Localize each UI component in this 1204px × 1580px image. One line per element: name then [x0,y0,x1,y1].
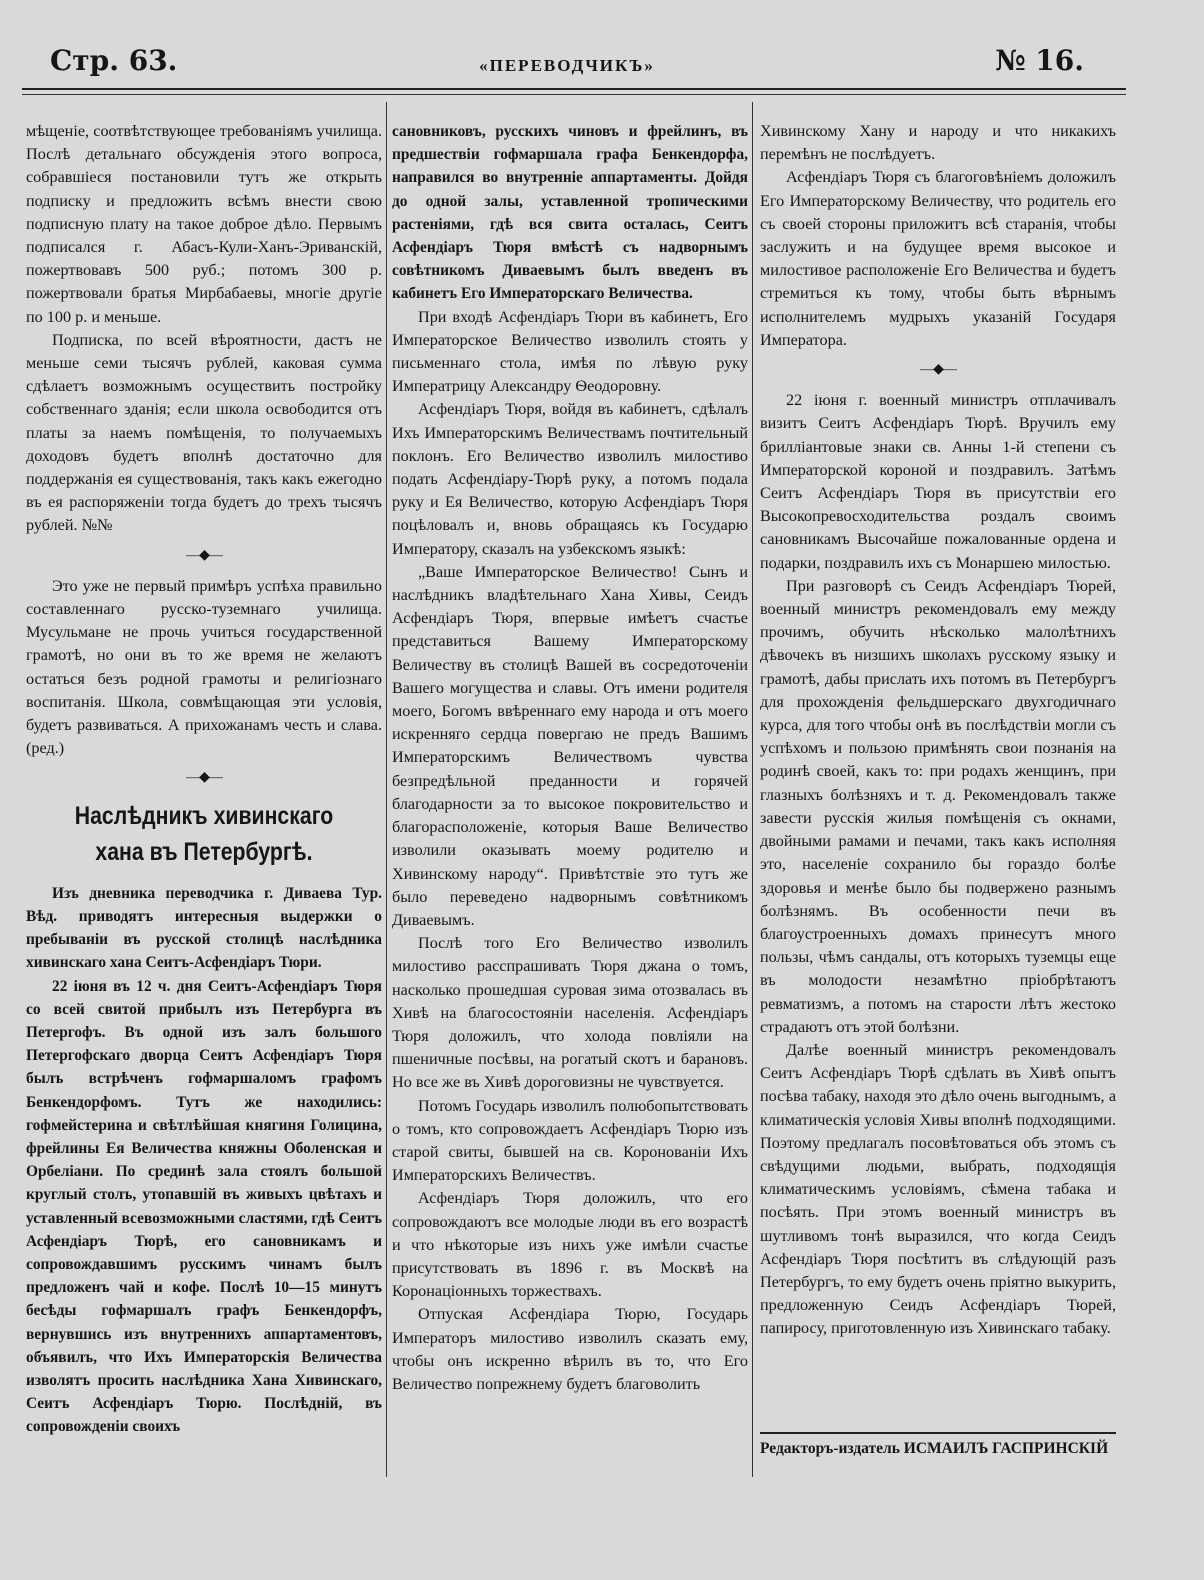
issue-number: № 16. [995,44,1084,77]
paragraph: Асфендіаръ Тюря, войдя въ кабинетъ, сдѣлалъ Ихъ Императорскимъ Величествамъ почтительный поклонъ. Его Величество изволилъ милостиво подать Асфендіару-Тюрѣ руку, а потомъ подала руку и Ея Величество, которую Асфендіаръ Тюря поцѣловалъ и, вновь обращаясь къ Государю Императору, сказалъ на узбекскомъ языкѣ: [392,400,748,558]
paragraph: сановниковъ, русскихъ чиновъ и фрейлинъ, въ предшествіи гофмаршала графа Бенкендорфа, направился во внутренніе аппартаменты. Дойдя до одной залы, уставленной тропическими растеніями, гдѣ вся свита осталась, Сеитъ Асфендіаръ Тюря вмѣстѣ съ надворнымъ совѣтникомъ Диваевымъ былъ введенъ въ кабинетъ Его Императорскаго Величества. [392,123,748,303]
page-number: Стр. 63. [50,44,178,77]
column-divider [386,102,387,1477]
paragraph: Послѣ того Его Величество изволилъ милостиво расспрашивать Тюря джана о томъ, насколько прошедшая суровая зима отозвалась въ Хивѣ на благосостояніи населенія. Асфендіаръ Тюря доложилъ, что холода повліяли на пшеничные посѣвы, на рогатый скотъ и барановъ. Но все же въ Хивѣ дороговизны не чувствуется. [392,934,748,1092]
article-lead: Изъ дневника переводчика г. Диваева Тур. Вѣд. приводятъ интересныя выдержки о пребываніи въ русской столицѣ наслѣдника хивинскаго хана Сеитъ-Асфендіаръ Тюри. [26,884,382,972]
ornament-divider: —◆— [186,770,222,786]
article-heading: Наслѣдникъ хивинскаго хана въ Петербургѣ. [74,801,334,866]
paragraph: 22 іюня г. военный министръ отплачивалъ визитъ Сеитъ Асфендіаръ Тюрѣ. Вручилъ ему бриллiантовые знаки св. Анны 1-й степени съ Императорской короной и поздравилъ. Затѣмъ Сеитъ Асфендіаръ Тюря въ присутствіи его Высокопревосходительства роздалъ своимъ сановникамъ Высочайше пожалованные ордена и подарки, поздравилъ ихъ съ Монаршею милостью. [760,391,1116,572]
paragraph: „Ваше Императорское Величество! Сынъ и наслѣдникъ владѣтельнаго Хана Хивы, Сеидъ Асфендіаръ Тюря, впервые имѣетъ счастье представиться Вашему Императорскому Величеству въ столицѣ Вашей въ сосредоточеніи Вашего могущества и славы. Отъ имени родителя моего, Богомъ ввѣреннаго ему народа и отъ моего искренняго сердца повергаю не предъ Вашимъ Императорскимъ Величествомъ чувства безпредѣльной преданности и горячей благодарности за то высокое покровительство и благорасположеніе, которыя Ваше Величество изволили оказывать моему родителю и Хивинскому народу“. Привѣтствіе это тутъ же было переведено надворнымъ совѣтникомъ Диваевымъ. [392,562,748,929]
editor-credit: Редакторъ-издатель ИСМАИЛЪ ГАСПРИНСКІЙ [760,1432,1116,1458]
header-rule [22,88,1126,90]
paragraph: Подписка, по всей вѣроятности, дастъ не меньше семи тысячъ рублей, каковая сумма сдѣлаетъ возможнымъ осуществить постройку собственнаго зданія; если школа освободится отъ платы за наемъ помѣщенія, то получаемыхъ доходовъ будетъ вполнѣ достаточно для поддержанія ея существованія, такъ какъ ежегодно въ ея распоряженіи тогда будетъ до трехъ тысячъ рублей. №№ [26,330,382,535]
column-3 [760,120,1116,1341]
newspaper-title: «ПЕРЕВОДЧИКЪ» [479,56,655,75]
paragraph: Далѣе военный министръ рекомендовалъ Сеитъ Асфендіаръ Тюрѣ сдѣлать въ Хивѣ опытъ посѣва табаку, находя это дѣло очень выгоднымъ, а климатическія условія Хивы вполнѣ подходящими. Поэтому предлагалъ посовѣтоваться объ этомъ съ свѣдущими людьми, выбрать, подходящія климатическимъ условіямъ, сѣмена табака и посѣять. При этомъ военный министръ въ шутливомъ тонѣ выразился, что когда Сеидъ Асфендіаръ Тюря посѣтитъ въ слѣдующій разъ Петербургъ, то ему будетъ очень пріятно выкурить, предложенную Сеидъ Асфендіаръ Тюрей, папиросу, приготовленную изъ Хивинскаго табаку. [760,1040,1116,1338]
paragraph: При разговорѣ съ Сеидъ Асфендіаръ Тюрей, военный министръ рекомендовалъ ему между прочимъ, обучить нѣсколько малолѣтнихъ дѣвочекъ въ низшихъ школахъ русскому языку и грамотѣ, дабы прислать ихъ потомъ въ Петербургъ для прохожденія фельдшерскаго двухгодичнаго курса, для того чтобы онѣ въ послѣдствіи могли съ успѣхомъ и пользою примѣнять свои познанія на родинѣ своей, какъ то: при родахъ женщинъ, при глазныхъ болѣзняхъ и т. д. Рекомендовалъ также завести русскія жилыя помѣщенія съ окнами, двойными рамами и печами, такъ какъ исполняя это, населеніе сохранило бы гораздо болѣе здоровья и менѣе было бы подвержено разнымъ болѣзнямъ. Въ особенности печи въ благоустроенныхъ домахъ принесутъ много пользы, чѣмъ сандалы, отъ которыхъ туземцы еще въ молодости незамѣтно пріобрѣтаютъ ревматизмъ, а потомъ на старости лѣтъ жестоко страдаютъ отъ этой болѣзни. [760,576,1116,1036]
ornament-divider: —◆— [186,547,222,563]
paragraph: Хивинскому Хану и народу и что никакихъ перемѣнъ не послѣдуетъ. [760,122,1116,164]
column-2 [392,120,748,1396]
paragraph: Потомъ Государь изволилъ полюбопытствовать о томъ, кто сопровождаетъ Асфендіаръ Тюрю изъ старой свиты, бывшей на св. Коронованіи Ихъ Императорскихъ Величествъ. [392,1096,748,1185]
paragraph: Это уже не первый примѣръ успѣха правильно составленнаго русско-туземнаго училища. Мусульмане не прочь учиться государственной грамотѣ, но они въ то же время не желаютъ остаться безъ родной грамоты и религіознаго воспитанія. Школа, совмѣщающая эти условія, будетъ развиваться. А прихожанамъ честь и слава. (ред.) [26,576,382,758]
paragraph: При входѣ Асфендіаръ Тюри въ кабинетъ, Его Императорское Величество изволилъ стоять у письменнаго стола, имѣя по лѣвую руку Императрицу Александру Ѳеодоровну. [392,307,748,396]
paragraph: Отпуская Асфендіара Тюрю, Государь Императоръ милостиво изволилъ сказать ему, чтобы онъ искренно вѣрилъ въ то, что Его Величество попрежнему будетъ благоволить [392,1305,748,1393]
header-rule-thin [22,94,1126,95]
paragraph: 22 іюня въ 12 ч. дня Сеитъ-Асфендіаръ Тюря со всей свитой прибылъ изъ Петербурга въ Петергофъ. Въ одной изъ залъ большого Петергофскаго дворца Сеитъ Асфендіаръ Тюря былъ встрѣченъ гофмаршаломъ графомъ Бенкендорфомъ. Тутъ же находились: гофмейстерина и свѣтлѣйшая княгиня Голицина, фрейлины Ея Величества княжны Оболенская и Орбеліани. По срединѣ зала стоялъ большой круглый столъ, утопавшій въ живыхъ цвѣтахъ и уставленный всевозможными сластями, гдѣ Сеитъ Асфендіаръ Тюрѣ, его сановникамъ и сопровождавшимъ русскимъ чинамъ былъ предложенъ чай и кофе. Послѣ 10—15 минутъ бесѣды гофмаршалъ графъ Бенкендорфъ, вернувшись изъ внутреннихъ аппартаментовъ, объявилъ, что Ихъ Императорскія Величества изволятъ просить наслѣдника Хана Хивинскаго, Сеитъ Асфендіаръ Тюрю. Послѣдній, въ сопровожденіи своихъ [26,977,382,1436]
page-header [50,44,1084,84]
ornament-divider: —◆— [920,362,956,378]
column-divider [752,102,753,1477]
paragraph: Асфендіаръ Тюря съ благоговѣніемъ доложилъ Его Императорскому Величеству, что родитель его съ своей стороны приложитъ всѣ старанія, чтобы заслужить и на будущее время высокое и милостивое расположеніе Его Величества и будетъ стремиться къ тому, чтобы быть вѣрнымъ исполнителемъ мудрыхъ указаній Государя Императора. [760,168,1116,349]
column-1 [26,120,382,1439]
paragraph: Асфендіаръ Тюря доложилъ, что его сопровождаютъ все молодые люди въ его возрастѣ и что нѣкоторые изъ нихъ уже имѣли счастье присутствовать въ 1896 г. въ Москвѣ на Коронаціонныхъ торжествахъ. [392,1189,748,1301]
paragraph: мѣщеніе, соотвѣтствующее требованіямъ училища. Послѣ детальнаго обсужденія этого вопроса, собравшіеся постановили тутъ же открыть подписку и предложить всѣмъ внести свою подписную плату на такое доброе дѣло. Первымъ подписался г. Абасъ-Кули-Ханъ-Эриванскій, пожертвовавъ 500 руб.; потомъ 300 р. пожертвовали братья Мирбабаевы, многіе другіе по 100 р. и меньше. [26,122,382,326]
